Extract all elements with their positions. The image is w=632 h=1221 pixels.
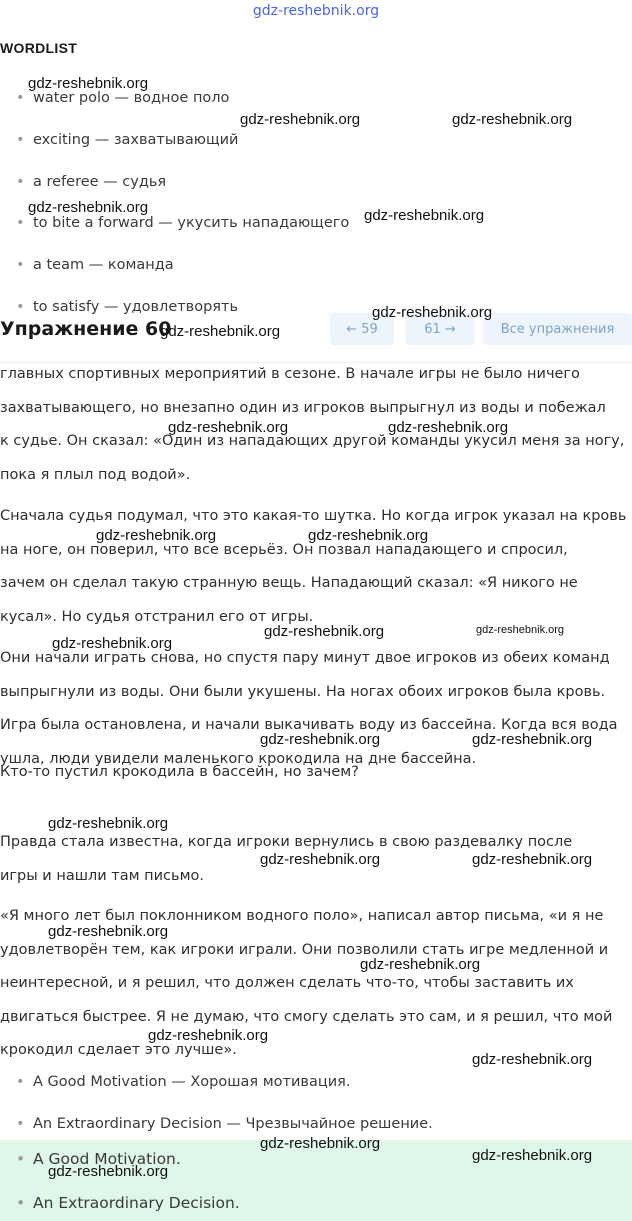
watermark: gdz-reshebnik.org — [240, 111, 361, 128]
watermark: gdz-reshebnik.org — [476, 624, 565, 636]
watermark: gdz-reshebnik.org — [28, 75, 149, 92]
watermark: gdz-reshebnik.org — [48, 815, 169, 832]
watermark: gdz-reshebnik.org — [168, 419, 289, 436]
paragraph-2 — [0, 500, 630, 634]
watermark: gdz-reshebnik.org — [472, 1051, 593, 1068]
site-header-link[interactable]: gdz-reshebnik.org — [252, 3, 380, 19]
text-line: выпрыгнули из воды. Они были укушены. На ногах обоих игроков была кровь. — [0, 683, 606, 700]
answer-item: • A Good Motivation. — [16, 1150, 181, 1168]
text-line: удовлетворён тем, как игроки играли. Они позволили стать игре медленной и — [0, 941, 609, 958]
watermark: gdz-reshebnik.org — [264, 623, 385, 640]
all-exercises-button[interactable]: Все упражнения — [483, 313, 632, 345]
watermark: gdz-reshebnik.org — [472, 1147, 593, 1164]
watermark: gdz-reshebnik.org — [372, 304, 493, 321]
text-line: Кто-то пустил крокодила в бассейн, но зачем? — [0, 764, 359, 780]
text-line: «Я много лет был поклонником водного поло», написал автор письма, «и я не — [0, 908, 604, 924]
paragraph-1 — [0, 358, 630, 492]
text-line: Правда стала известна, когда игроки вернулись в свою раздевалку после — [0, 834, 573, 850]
text-line: крокодил сделает это лучше». — [0, 1042, 237, 1058]
watermark: gdz-reshebnik.org — [472, 731, 593, 748]
wordlist-item: • water polo — водное поло — [16, 90, 229, 106]
watermark: gdz-reshebnik.org — [260, 851, 381, 868]
text-line: игры и нашли там письмо. — [0, 867, 204, 884]
watermark: gdz-reshebnik.org — [360, 956, 481, 973]
text-line: зачем он сделал такую странную вещь. Нападающий сказал: «Я никого не — [0, 575, 578, 591]
watermark: gdz-reshebnik.org — [160, 323, 281, 340]
wordlist-item: • a team — команда — [16, 257, 174, 273]
watermark: gdz-reshebnik.org — [48, 923, 169, 940]
text-line: неинтересной, и я решил, что должен сделать что-то, чтобы заставить их — [0, 975, 574, 991]
title-option: • An Extraordinary Decision — Чрезвычайное решение. — [16, 1116, 433, 1132]
text-line: к судье. Он сказал: «Один из нападающих другой команды укусил меня за ногу, — [0, 433, 625, 449]
text-line: пока я плыл под водой». — [0, 466, 191, 483]
prev-exercise-button[interactable]: ← 59 — [330, 313, 394, 345]
answer-item: • An Extraordinary Decision. — [16, 1194, 240, 1212]
watermark: gdz-reshebnik.org — [472, 851, 593, 868]
wordlist-item: • a referee — судья — [16, 174, 166, 190]
watermark: gdz-reshebnik.org — [96, 527, 217, 544]
text-line: Сначала судья подумал, что это какая-то шутка. Но когда игрок указал на кровь — [0, 508, 627, 524]
text-line: Игра была остановлена, и начали выкачивать воду из бассейна. Когда вся вода — [0, 717, 618, 733]
wordlist-item: • to satisfy — удовлетворять — [16, 299, 238, 315]
watermark: gdz-reshebnik.org — [52, 635, 173, 652]
watermark: gdz-reshebnik.org — [260, 731, 381, 748]
text-line: на ноге, он поверил, что все всерьёз. Он позвал нападающего и спросил, — [0, 541, 568, 558]
watermark: gdz-reshebnik.org — [260, 1135, 381, 1152]
watermark: gdz-reshebnik.org — [452, 111, 573, 128]
watermark: gdz-reshebnik.org — [364, 207, 485, 224]
exercise-title: Упражнение 60 — [0, 318, 172, 340]
wordlist-item: • exciting — захватывающий — [16, 132, 238, 148]
watermark: gdz-reshebnik.org — [148, 1027, 269, 1044]
text-line: главных спортивных мероприятий в сезоне. В начале игры не было ничего — [0, 366, 580, 382]
watermark: gdz-reshebnik.org — [48, 1163, 169, 1180]
watermark: gdz-reshebnik.org — [308, 527, 429, 544]
wordlist-item: • to bite a forward — укусить нападающего — [16, 215, 349, 231]
next-exercise-button[interactable]: 61 → — [405, 313, 475, 345]
title-option: • A Good Motivation — Хорошая мотивация. — [16, 1074, 350, 1090]
text-line: ушла, люди увидели маленького крокодила на дне бассейна. — [0, 750, 477, 767]
text-line: кусал». Но судья отстранил его от игры. — [0, 608, 314, 625]
watermark: gdz-reshebnik.org — [28, 199, 149, 216]
paragraph-4 — [0, 756, 630, 790]
watermark: gdz-reshebnik.org — [388, 419, 509, 436]
wordlist-heading: WORDLIST — [0, 40, 78, 56]
text-line: Они начали играть снова, но спустя пару минут двое игроков из обеих команд — [0, 650, 610, 666]
text-line: захватывающего, но внезапно один из игроков выпрыгнул из воды и побежал — [0, 399, 606, 416]
text-line: двигаться быстрее. Я не думаю, что смогу сделать это сам, и я решил, что мой — [0, 1008, 613, 1025]
